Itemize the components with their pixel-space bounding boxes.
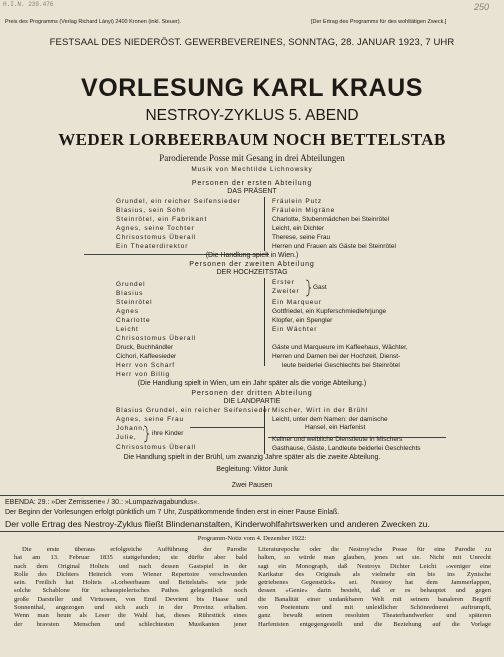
program-note-line: hat am 13. Februar 1835 stattgefunden; sie dürfte aber bald bbox=[14, 554, 247, 562]
catalog-signature: H.I.N. 239.476 bbox=[3, 1, 54, 8]
upcoming-dates: EBENDA: 29.: »Der Zerrissene« / 30.: »Lumpazivagabundus«. bbox=[5, 499, 200, 506]
cast-entry: Chrisostomus Überall bbox=[116, 335, 197, 342]
cast-entry: Leicht, unter dem Namen: der damische bbox=[272, 416, 388, 423]
cast-entry: Cichori, Kaffeesieder bbox=[116, 353, 177, 360]
program-note-line: Rolle des Dichters Heinrich vom Wiener Repertoire verschwunden bbox=[14, 570, 247, 578]
section-divider bbox=[0, 531, 504, 532]
program-note-line: solche Schablone für schauspielerisches Pathos gelegentlich noch bbox=[14, 587, 247, 595]
act3-note: Die Handlung spielt in der Brühl, um zwanzig Jahre später als die zweite Abteilung. bbox=[123, 454, 381, 461]
program-note-line: Literaturepoche oder die Nestroy'sche Posse für eine Parodie zu bbox=[258, 546, 491, 553]
cast-entry: Steinrötel bbox=[116, 299, 153, 306]
cast-entry: Fräulein Migräne bbox=[272, 207, 336, 214]
cast-entry: Chrisostomus Überall bbox=[116, 234, 197, 241]
act3-heading: Personen der dritten Abteilung bbox=[191, 390, 313, 397]
act2-divider bbox=[264, 278, 265, 366]
cycle-title: NESTROY-ZYKLUS 5. ABEND bbox=[145, 107, 359, 124]
program-note-line: Die erste überaus erfolgreiche Aufführung der Parodie bbox=[22, 546, 247, 553]
act2-heading: Personen der zweiten Abteilung bbox=[189, 261, 315, 268]
cast-entry: Ein Wächter bbox=[272, 326, 318, 333]
page-number: 250 bbox=[474, 2, 490, 12]
cast-entry: Ein Theaterdirektor bbox=[116, 243, 189, 250]
cast-entry: Chrisostomus Überall bbox=[116, 444, 197, 451]
music-credit: Musik von Mechtilde Lichnowsky bbox=[191, 166, 313, 173]
cast-entry: Grundel, ein reicher Seifensieder bbox=[116, 198, 241, 205]
cast-entry: Zweiter bbox=[272, 288, 300, 295]
cast-entry: Johann, bbox=[116, 425, 146, 432]
program-note-line: Harfenisten entgegengestellt und die Beziehung auf die Vorlage bbox=[258, 620, 491, 628]
cast-entry: Charlotte bbox=[116, 317, 151, 324]
cast-entry: Klopfer, ein Spengler bbox=[272, 317, 333, 324]
cast-entry: Steinrötel, ein Fabrikant bbox=[116, 216, 208, 223]
cast-entry: ihre Kinder bbox=[152, 430, 184, 437]
cast-entry: Blasius bbox=[116, 290, 144, 297]
program-note-heading: Programm-Notiz vom 4. Dezember 1922: bbox=[197, 535, 307, 542]
cast-entry: Erster bbox=[272, 279, 295, 286]
program-note-left-column bbox=[14, 546, 247, 629]
cast-entry: Agnes, seine Tochter bbox=[116, 225, 195, 232]
cast-entry: Gasthause, Gäste, Landleute beiderlei Geschlechts bbox=[272, 445, 421, 452]
accompaniment-credit: Begleitung: Viktor Junk bbox=[216, 466, 288, 473]
cast-entry: Gottfriedel, ein Kupferschmiedlehrjunge bbox=[272, 308, 387, 315]
cast-entry: Fräulein Putz bbox=[272, 198, 322, 205]
program-note-line: sein. Freilich hat Holteis »Lorbeerbaum und Bettelstab« wie jede bbox=[14, 579, 247, 587]
cast-entry: Julie, bbox=[116, 434, 137, 441]
cast-entry: leute beiderlei Geschlechts bei Steinrötel bbox=[282, 362, 400, 369]
play-title: WEDER LORBEERBAUM NOCH BETTELSTAB bbox=[58, 130, 446, 149]
program-note-line: die Banalität einer undankbaren Welt mit seinem banaleren Begriff bbox=[258, 595, 491, 603]
venue-line: FESTSAAL DES NIEDERÖST. GEWERBEVEREINES, SONNTAG, 28. JANUAR 1923, 7 UHR bbox=[49, 37, 455, 48]
cast-entry: Blasius Grundel, ein reicher Seifensieder bbox=[116, 407, 271, 414]
program-note-line: Sonnenthal, angezogen und sich auch in der Provinz erhalten. bbox=[14, 604, 247, 612]
program-note-line: sagt ein Monograph, daß Nestroys Dichter Leicht »weniger eine bbox=[258, 562, 491, 570]
cast-entry: Leicht bbox=[116, 326, 139, 333]
proceeds-note: [Der Ertrag des Programms für des wohltätigen Zweck.] bbox=[311, 19, 447, 25]
act2-note: (Die Handlung spielt in Wien, um ein Jahr später als die vorige Abteilung.) bbox=[137, 380, 367, 387]
act1-section: DAS PRÄSENT bbox=[227, 188, 277, 195]
cast-entry: Therese, seine Frau bbox=[272, 234, 331, 241]
cast-entry: Agnes, seine Frau bbox=[116, 416, 185, 423]
section-divider bbox=[0, 495, 504, 496]
cast-entry: Kellner und weibliche Dienstleute in Mischers bbox=[272, 436, 403, 443]
cast-entry: Herr von Billig bbox=[116, 371, 170, 378]
program-note-right-column bbox=[258, 546, 491, 629]
act1-heading: Personen der ersten Abteilung bbox=[191, 180, 313, 187]
cast-entry: Leicht, ein Dichter bbox=[272, 225, 325, 232]
program-note-line: ganz bewußt seinen resoluten Theaterhandwerker und späteren bbox=[258, 612, 491, 620]
start-notice: Der Beginn der Vorlesungen erfolgt pünktlich um 7 Uhr, Zuspätkommende finden erst in einer Pause Einlaß. bbox=[5, 509, 340, 516]
program-note-line: getriebenes Gegenstück« sei. Nestroy hat dem Jammerlappen, bbox=[258, 579, 491, 587]
program-note-line: nach dem Original Holteis und nach dessen Gastspiel in der bbox=[14, 562, 247, 570]
act1-note: (Die Handlung spielt in Wien.) bbox=[205, 252, 299, 259]
cast-entry: Hansel, ein Harfenist bbox=[305, 424, 366, 431]
act1-divider bbox=[264, 197, 265, 251]
cast-entry: Charlotte, Stubenmädchen bei Steinrötel bbox=[272, 216, 390, 223]
cast-entry: Mischer, Wirt in der Brühl bbox=[272, 407, 369, 414]
page-title: VORLESUNG KARL KRAUS bbox=[80, 74, 424, 102]
program-note-line: Karikatur des Originals als vielmehr ein bis ins Zynische bbox=[258, 570, 491, 578]
cast-entry: Herren und Damen bei der Hochzeit, Dienst- bbox=[272, 353, 401, 360]
cast-entry: Gast bbox=[313, 284, 327, 291]
cast-entry: Grundel bbox=[116, 281, 146, 288]
cast-entry: Gäste und Marqueure im Kaffeehaus, Wächter, bbox=[272, 344, 408, 351]
price-note: Preis des Programms (Verlag Richard Lányi) 2400 Kronen (inkl. Steuer). bbox=[5, 19, 182, 25]
program-note-line: große Darsteller und Virtuosen, von Emil Devrient bis Haase und bbox=[14, 595, 247, 603]
act2-section: DER HOCHZEITSTAG bbox=[216, 269, 288, 276]
program-note-line: halten, so würde man glauben, jenes sei sie. Nicht mit Unrecht bbox=[258, 554, 491, 562]
brace-icon bbox=[142, 425, 150, 443]
act3-section: DIE LANDPARTIE bbox=[223, 398, 281, 405]
cast-entry: Herr von Scharf bbox=[116, 362, 176, 369]
program-note-line: Wenn man heute als Leser die Wahl hat, dieses Rührstück eines bbox=[14, 612, 247, 620]
proceeds-statement: Der volle Ertrag des Nestroy-Zyklus fließt Blindenanstalten, Kinderwohlfahrtswerken und anderen Zwecken zu. bbox=[5, 519, 430, 529]
play-subtitle: Parodierende Posse mit Gesang in drei Abteilungen bbox=[159, 153, 345, 163]
cast-entry: Druck, Buchhändler bbox=[116, 344, 174, 351]
program-note-line: dessen »Genie« darin besteht, daß er es behauptet und gegen bbox=[258, 587, 491, 595]
breaks-note: Zwei Pausen bbox=[231, 482, 273, 489]
cast-entry: Agnes bbox=[116, 308, 139, 315]
cast-entry: Blasius, sein Sohn bbox=[116, 207, 186, 214]
brace-icon bbox=[304, 279, 312, 297]
cast-entry: Herren und Frauen als Gäste bei Steinrötel bbox=[272, 243, 396, 250]
program-note-line: von Poetentum und mit unleidlicher Schönrednerei auftrumpft, bbox=[258, 604, 491, 612]
program-note-line: der bravsten Menschen und schlechtesten Musikanten jener bbox=[14, 620, 247, 628]
act3-rule bbox=[190, 427, 264, 428]
cast-entry: Ein Marqueur bbox=[272, 299, 322, 306]
